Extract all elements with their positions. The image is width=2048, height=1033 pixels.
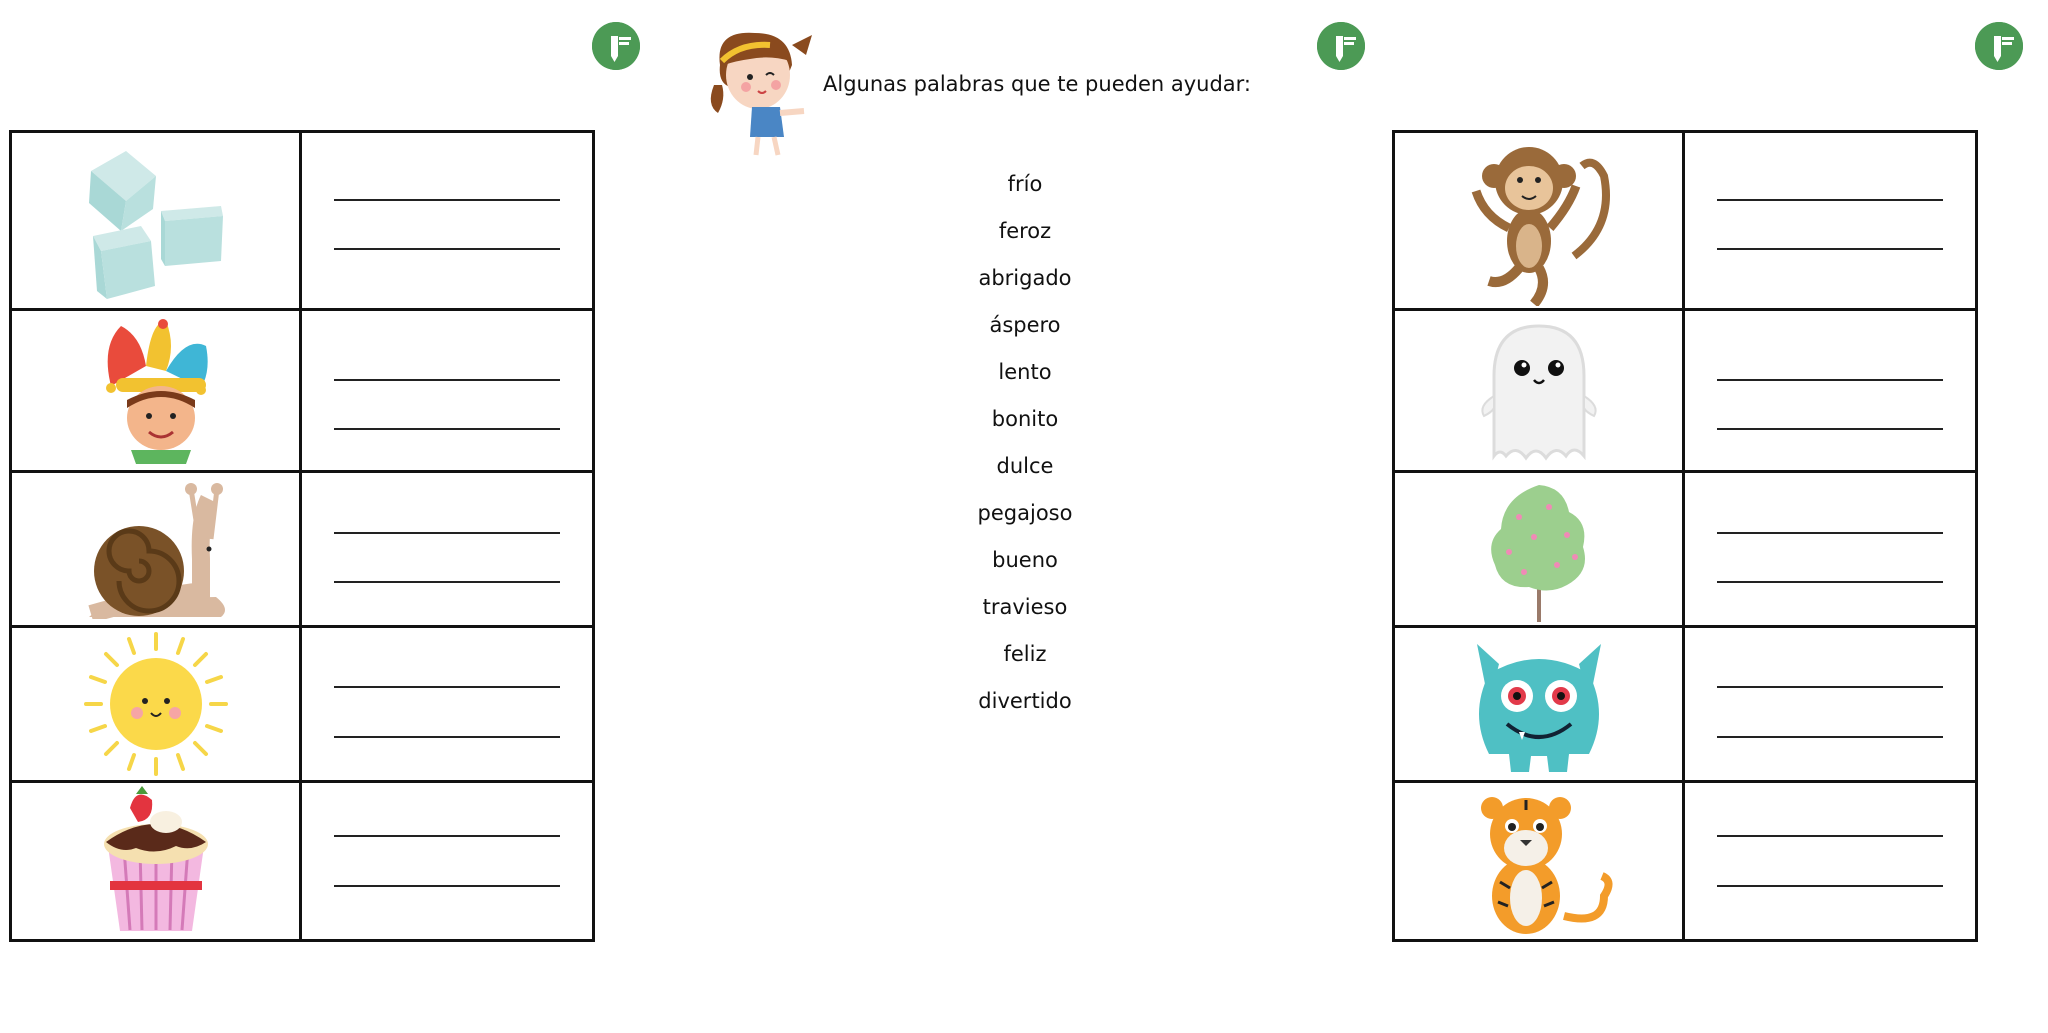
girl-pointing-icon (700, 25, 820, 169)
pencil-logo-icon (1975, 22, 2023, 70)
ice-cubes-icon (81, 141, 231, 301)
table-row (1394, 627, 1977, 782)
word-bank-item: frío (1007, 172, 1043, 196)
picture-cell (11, 472, 301, 627)
word-bank-item: dulce (996, 454, 1054, 478)
picture-cell (1394, 782, 1684, 941)
picture-cell (1394, 132, 1684, 310)
answer-cell[interactable] (301, 132, 594, 310)
sun-icon (81, 629, 231, 779)
picture-cell (1394, 627, 1684, 782)
word-bank-item: pegajoso (977, 501, 1073, 525)
picture-cell (11, 782, 301, 941)
ghost-icon (1474, 316, 1604, 466)
answer-cell[interactable] (301, 782, 594, 941)
answer-cell[interactable] (301, 472, 594, 627)
word-bank-item: bueno (992, 548, 1058, 572)
snail-icon (81, 479, 231, 619)
right-worksheet-table (1392, 130, 1978, 942)
word-bank-item: bonito (991, 407, 1059, 431)
word-bank (900, 166, 1150, 730)
answer-cell[interactable] (301, 310, 594, 472)
pencil-logo-icon (592, 22, 640, 70)
answer-cell[interactable] (1684, 472, 1977, 627)
table-row (11, 782, 594, 941)
answer-cell[interactable] (1684, 310, 1977, 472)
page-title: Algunas palabras que te pueden ayudar: (823, 72, 1251, 96)
pencil-logo-icon (1317, 22, 1365, 70)
monster-icon (1459, 634, 1619, 774)
table-row (1394, 310, 1977, 472)
picture-cell (1394, 472, 1684, 627)
table-row (1394, 472, 1977, 627)
picture-cell (11, 310, 301, 472)
table-row (11, 472, 594, 627)
monkey-icon (1464, 136, 1614, 306)
word-bank-item: feliz (1003, 642, 1047, 666)
answer-cell[interactable] (1684, 782, 1977, 941)
table-row (1394, 782, 1977, 941)
table-row (11, 627, 594, 782)
picture-cell (1394, 310, 1684, 472)
word-bank-item: divertido (978, 689, 1072, 713)
word-bank-item: áspero (989, 313, 1061, 337)
answer-cell[interactable] (1684, 132, 1977, 310)
tiger-icon (1464, 786, 1614, 936)
picture-cell (11, 132, 301, 310)
cupcake-icon (96, 786, 216, 936)
word-bank-item: abrigado (978, 266, 1072, 290)
word-bank-item: travieso (982, 595, 1068, 619)
word-bank-item: feroz (998, 219, 1052, 243)
picture-cell (11, 627, 301, 782)
table-row (11, 132, 594, 310)
tree-icon (1479, 477, 1599, 622)
table-row (11, 310, 594, 472)
jester-boy-icon (91, 316, 221, 466)
answer-cell[interactable] (301, 627, 594, 782)
answer-cell[interactable] (1684, 627, 1977, 782)
left-worksheet-table (9, 130, 595, 942)
word-bank-item: lento (998, 360, 1052, 384)
table-row (1394, 132, 1977, 310)
